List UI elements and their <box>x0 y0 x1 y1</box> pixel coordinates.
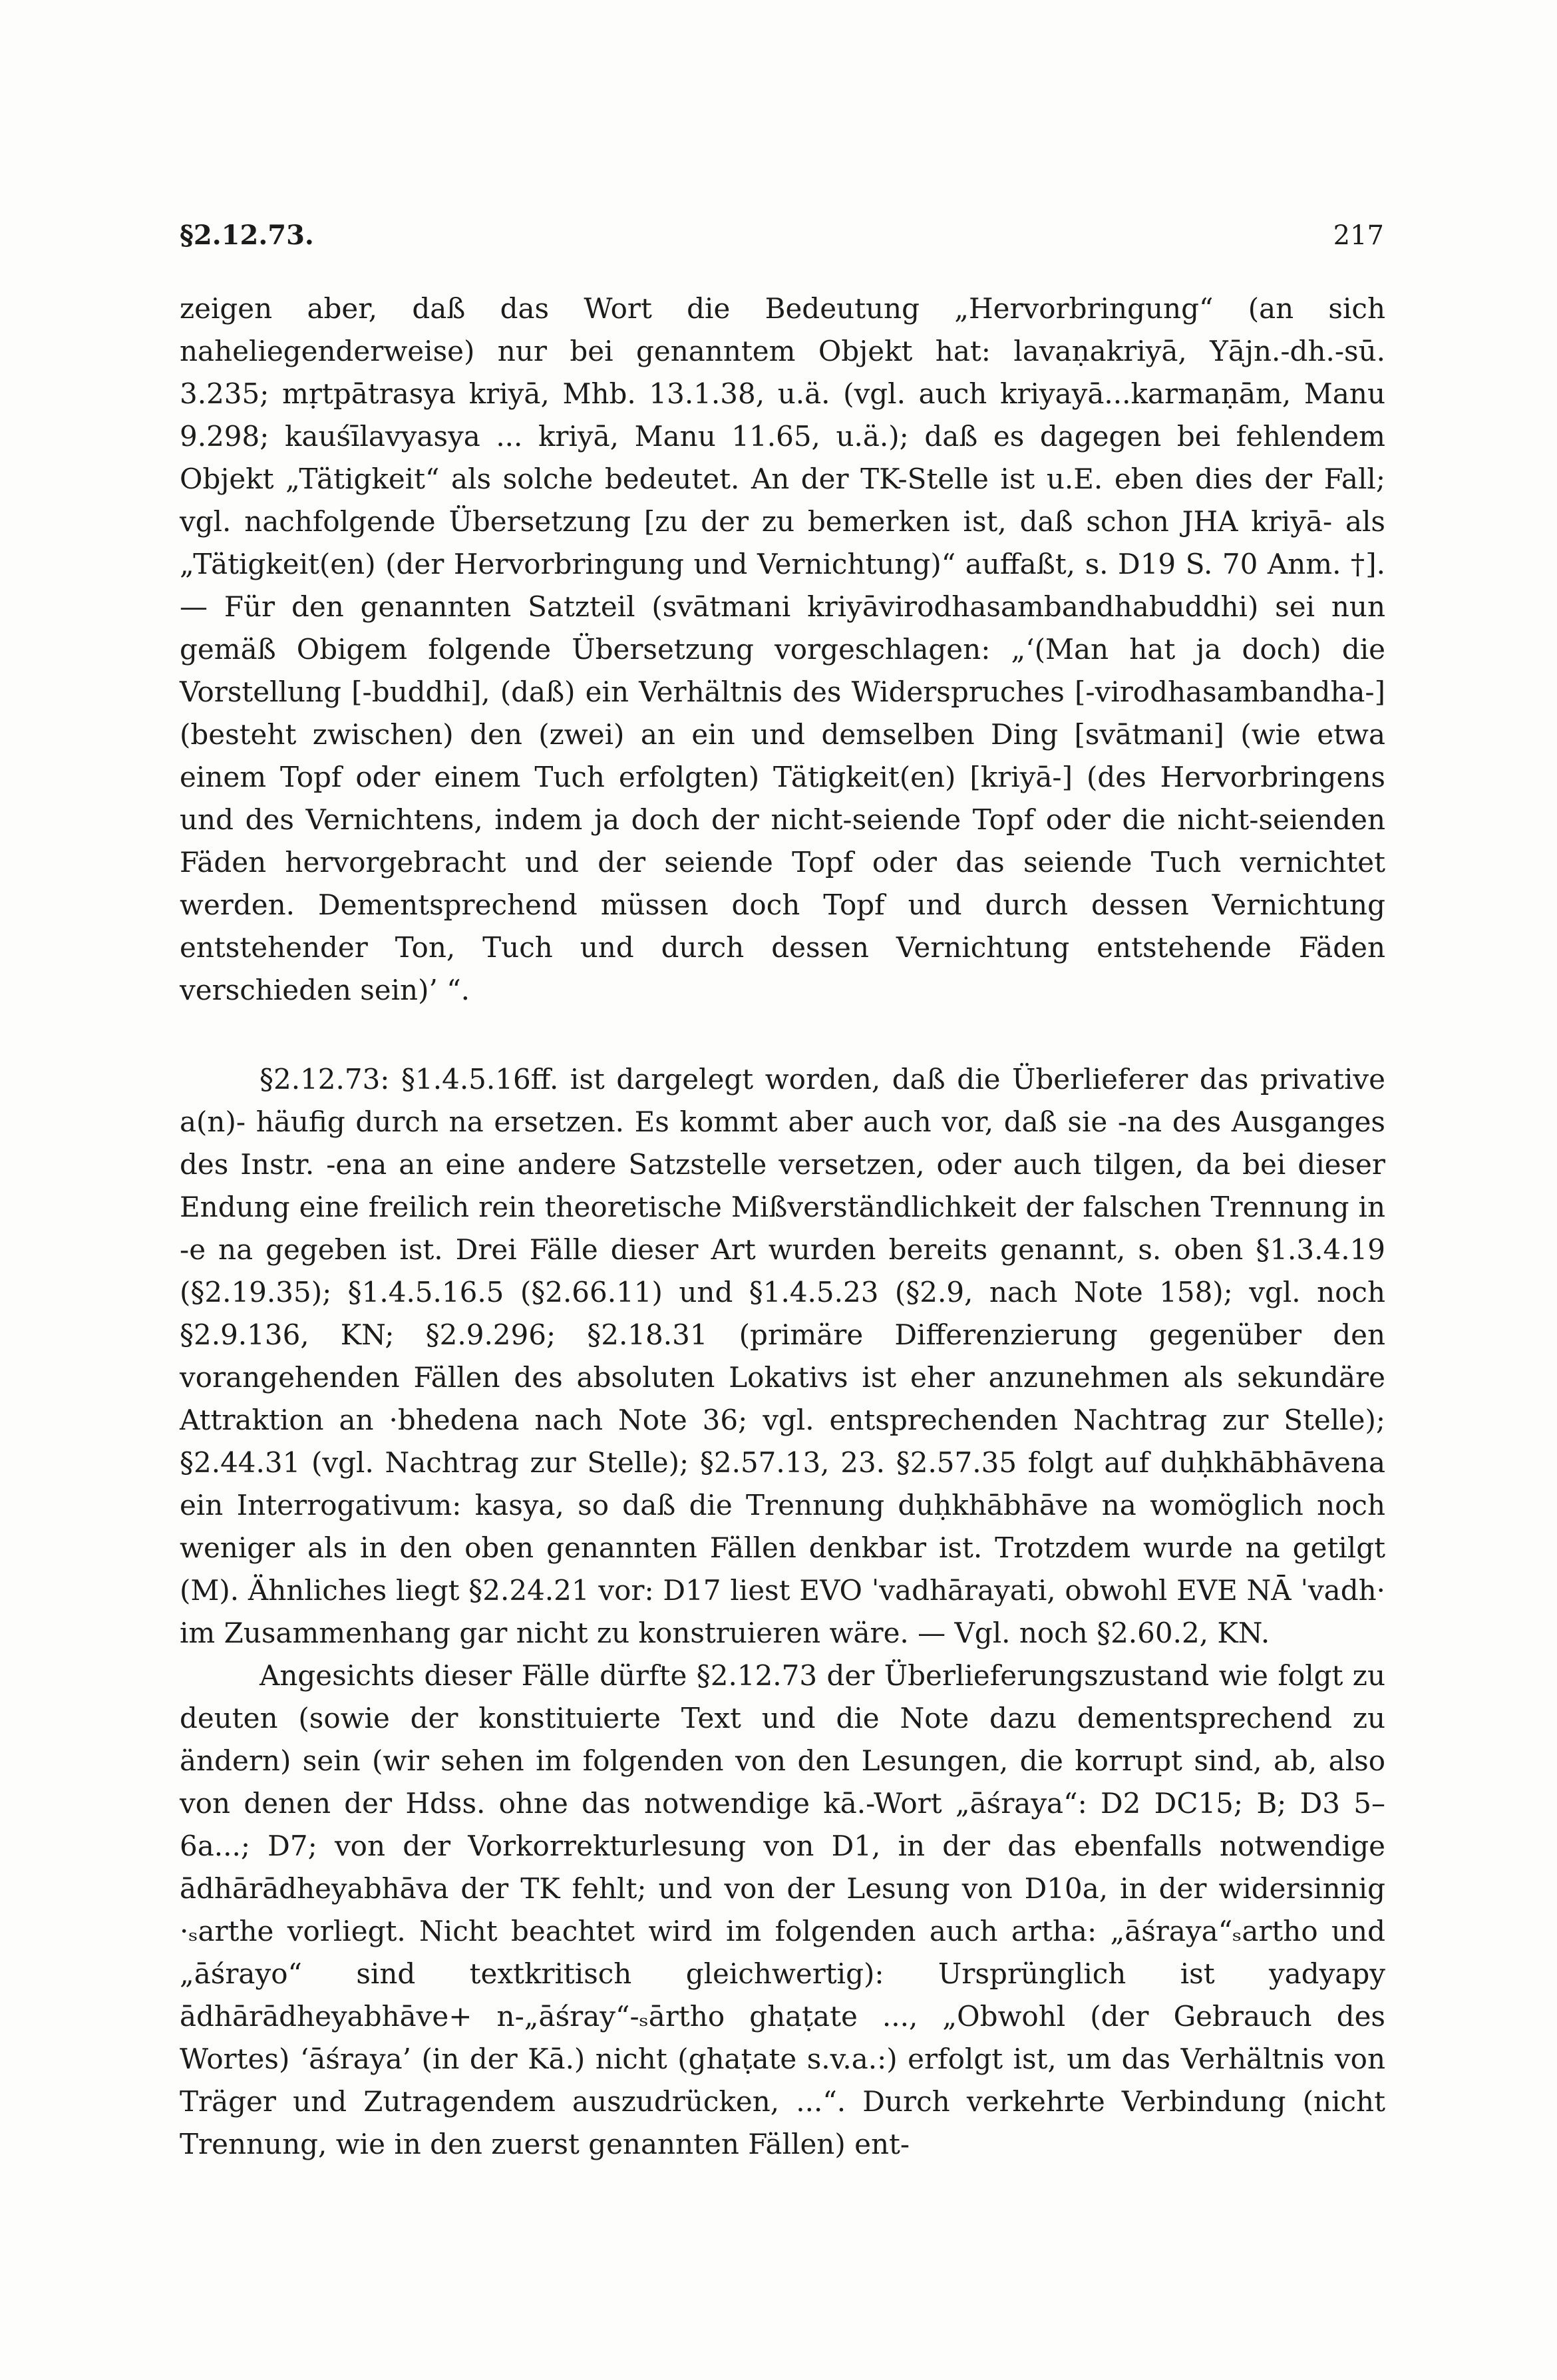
paragraph-1: zeigen aber, daß das Wort die Bedeutung „Hervorbringung“ (an sich naheliegenderweise) nur bei genanntem Objekt hat: lavaṇakriyā, Yājn.-dh.-sū. 3.235; mṛtpātrasya kriyā, Mhb. 13.1.38, u.ä. (vgl. auch kriyayā...karmaṇām, Manu 9.298; kauśīlavyasya ... kriyā, Manu 11.65, u.ä.); daß es dagegen bei fehlendem Objekt „Tätigkeit“ als solche bedeutet. An der TK-Stelle ist u.E. eben dies der Fall; vgl. nachfolgende Übersetzung [zu der zu bemerken ist, daß schon JHA kriyā- als „Tätigkeit(en) (der Hervorbringung und Vernichtung)“ auffaßt, s. D19 S. 70 Anm. †]. — Für den genannten Satzteil (svātmani kriyāvirodhasambandhabuddhi) sei nun gemäß Obigem folgende Übersetzung vorgeschlagen: „‘(Man hat ja doch) die Vorstellung [-buddhi], (daß) ein Verhältnis des Widerspruches [-virodhasambandha-] (besteht zwischen) den (zwei) an ein und demselben Ding [svātmani] (wie etwa einem Topf oder einem Tuch erfolgten) Tätigkeit(en) [kriyā-] (des Hervorbringens und des Vernichtens, indem ja doch der nicht-seiende Topf oder die nicht-seienden Fäden hervorgebracht und der seiende Topf oder das seiende Tuch vernichtet werden. Dementsprechend müssen doch Topf und durch dessen Vernichtung entstehender Ton, Tuch und durch dessen Vernichtung entstehende Fäden verschieden sein)’ “. <box>180 292 1385 1006</box>
body-text <box>180 288 1385 2166</box>
page-header <box>180 220 1384 260</box>
section-heading: §2.12.73. <box>180 220 314 251</box>
paragraph-2: §2.12.73: §1.4.5.16ff. ist dargelegt worden, daß die Überlieferer das privative a(n)- häufig durch na ersetzen. Es kommt aber auch vor, daß sie -na des Ausganges des Instr. -ena an eine andere Satzstelle versetzen, oder auch tilgen, da bei dieser Endung eine freilich rein theoretische Mißverständlichkeit der falschen Trennung in -e na gegeben ist. Drei Fälle dieser Art wurden bereits genannt, s. oben §1.3.4.19 (§2.19.35); §1.4.5.16.5 (§2.66.11) und §1.4.5.23 (§2.9, nach Note 158); vgl. noch §2.9.136, KN; §2.9.296; §2.18.31 (primäre Differenzierung gegenüber den vorangehenden Fällen des absoluten Lokativs ist eher anzunehmen als sekundäre Attraktion an ·bhedena nach Note 36; vgl. entsprechenden Nachtrag zur Stelle); §2.44.31 (vgl. Nachtrag zur Stelle); §2.57.13, 23. §2.57.35 folgt auf duḥkhābhāvena ein Interrogativum: kasya, so daß die Trennung duḥkhābhāve na womöglich noch weniger als in den oben genannten Fällen denkbar ist. Trotzdem wurde na getilgt (M). Ähnliches liegt §2.24.21 vor: D17 liest EVO ˈvadhārayati, obwohl EVE NĀ ˈvadh· im Zusammenhang gar nicht zu konstruieren wäre. — Vgl. noch §2.60.2, KN. <box>180 1063 1385 1649</box>
paragraph-3: Angesichts dieser Fälle dürfte §2.12.73 der Überlieferungszustand wie folgt zu deuten (sowie der konstituierte Text und die Note dazu dementsprechend zu ändern) sein (wir sehen im folgenden von den Lesungen, die korrupt sind, ab, also von denen der Hdss. ohne das notwendige kā.-Wort „āśraya“: D2 DC15; B; D3 5–6a...; D7; von der Vorkorrekturlesung von D1, in der das ebenfalls notwendige ādhārādheyabhāva der TK fehlt; und von der Lesung von D10a, in der widersinnig ·ₛarthe vorliegt. Nicht beachtet wird im folgenden auch artha: „āśraya“ₛartho und „āśrayo“ sind textkritisch gleichwertig): Ursprünglich ist yadyapy ādhārādheyabhāve+ n-„āśray“-ₛārtho ghaṭate ..., „Obwohl (der Gebrauch des Wortes) ‘āśraya’ (in der Kā.) nicht (ghaṭate s.v.a.:) erfolgt ist, um das Verhältnis von Träger und Zutragendem auszudrücken, ...“. Durch verkehrte Verbindung (nicht Trennung, wie in den zuerst genannten Fällen) ent- <box>180 1659 1385 2160</box>
page-number: 217 <box>1333 220 1384 251</box>
